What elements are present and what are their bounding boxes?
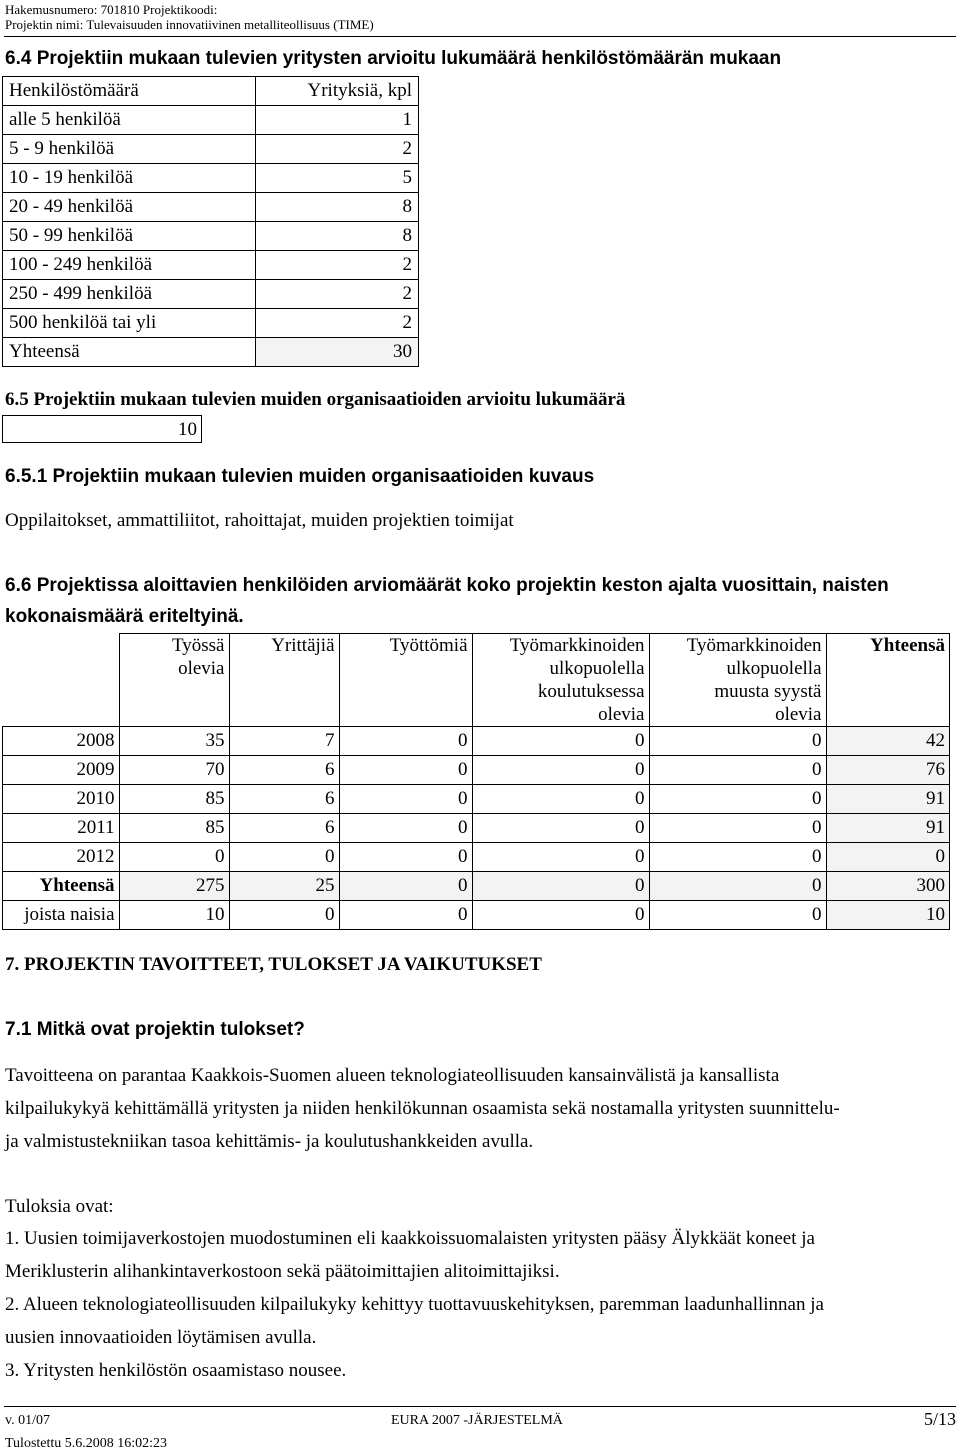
header-line: Työssä <box>171 635 225 656</box>
row-value: 0 <box>339 785 472 814</box>
row-value: 0 <box>339 872 472 901</box>
column-header-companies: Yrityksiä, kpl <box>256 77 419 106</box>
header-line: ulkopuolella <box>726 658 822 679</box>
header-line: koulutuksessa <box>537 681 645 702</box>
paragraph-line: kilpailukykyä kehittämällä yritysten ja niiden henkilökunnan osaamista sekä nostamalla yritysten suunnittelu- <box>5 1098 840 1119</box>
row-value: 91 <box>826 785 950 814</box>
column-header-entrepreneurs <box>229 634 339 727</box>
header-line: Yhteensä <box>870 635 945 656</box>
results-label: Tuloksia ovat: <box>5 1196 114 1217</box>
column-header-total <box>826 634 950 727</box>
table-row <box>3 164 419 193</box>
table-row <box>3 727 950 756</box>
table-row <box>3 135 419 164</box>
row-label: 250 - 499 henkilöä <box>3 280 256 309</box>
row-value: 0 <box>119 843 229 872</box>
column-header-unemployed <box>339 634 472 727</box>
table-row <box>3 251 419 280</box>
row-label: 2008 <box>3 727 120 756</box>
row-value: 25 <box>229 872 339 901</box>
table-row <box>3 193 419 222</box>
section-7-1-paragraph <box>5 1059 955 1158</box>
row-value: 1 <box>256 106 419 135</box>
other-org-description: Oppilaitokset, ammattiliitot, rahoittajat, muiden projektien toimijat <box>5 510 514 531</box>
total-row <box>3 338 419 367</box>
row-value: 0 <box>472 901 649 930</box>
row-value: 0 <box>229 843 339 872</box>
row-value: 5 <box>256 164 419 193</box>
row-label: 20 - 49 henkilöä <box>3 193 256 222</box>
row-label: 2010 <box>3 785 120 814</box>
list-item: 3. Yritysten henkilöstön osaamistaso nousee. <box>5 1360 347 1381</box>
row-value: 0 <box>826 843 950 872</box>
table-row <box>3 106 419 135</box>
row-value: 2 <box>256 309 419 338</box>
footer-system: EURA 2007 -JÄRJESTELMÄ <box>391 1413 563 1428</box>
header-line: ulkopuolella <box>549 658 645 679</box>
row-label: alle 5 henkilöä <box>3 106 256 135</box>
row-value: 0 <box>472 727 649 756</box>
header-line: olevia <box>598 704 645 725</box>
list-item: Meriklusterin alihankintaverkostoon sekä päätoimittajien alitoimittajiksi. <box>5 1261 560 1282</box>
row-label: 2012 <box>3 843 120 872</box>
row-value: 0 <box>339 901 472 930</box>
header-divider <box>4 36 956 37</box>
section-6-5-1-title: 6.5.1 Projektiin mukaan tulevien muiden organisaatioiden kuvaus <box>5 466 595 487</box>
table-row <box>3 843 950 872</box>
row-value: 0 <box>649 756 826 785</box>
row-value: 0 <box>472 785 649 814</box>
column-header-outside-other <box>649 634 826 727</box>
paragraph-line: ja valmistustekniikan tasoa kehittämis- ja koulutushankkeiden avulla. <box>5 1131 534 1152</box>
table-header-row <box>3 77 419 106</box>
row-value: 35 <box>119 727 229 756</box>
row-value: 10 <box>826 901 950 930</box>
table-row <box>3 901 950 930</box>
header-line: olevia <box>178 658 225 679</box>
table-row <box>3 222 419 251</box>
row-value: 2 <box>256 280 419 309</box>
row-value: 0 <box>649 843 826 872</box>
header-line: muusta syystä <box>714 681 822 702</box>
table-row <box>3 280 419 309</box>
row-value: 0 <box>472 843 649 872</box>
list-item: uusien innovaatioiden löytämisen avulla. <box>5 1327 317 1348</box>
results-list <box>5 1222 955 1387</box>
table-header-row <box>3 634 950 727</box>
total-label: Yhteensä <box>3 338 256 367</box>
section-6-6-title-line2: kokonaismäärä eriteltyinä. <box>5 606 244 627</box>
header-line: olevia <box>775 704 822 725</box>
row-value: 2 <box>256 251 419 280</box>
row-value: 6 <box>229 785 339 814</box>
row-label: Yhteensä <box>3 872 120 901</box>
section-6-5-title: 6.5 Projektiin mukaan tulevien muiden organisaatioiden arvioitu lukumäärä <box>5 389 626 410</box>
row-value: 2 <box>256 135 419 164</box>
row-value: 76 <box>826 756 950 785</box>
list-item: 2. Alueen teknologiateollisuuden kilpailukyky kehittyy tuottavuuskehityksen, paremman laadunhallinnan ja <box>5 1294 824 1315</box>
header-line: Työmarkkinoiden <box>686 635 822 656</box>
row-label: 2011 <box>3 814 120 843</box>
row-value: 0 <box>339 814 472 843</box>
row-label: 100 - 249 henkilöä <box>3 251 256 280</box>
row-label: 50 - 99 henkilöä <box>3 222 256 251</box>
table-row <box>3 785 950 814</box>
row-value: 6 <box>229 756 339 785</box>
header-application-number: Hakemusnumero: 701810 Projektikoodi: <box>5 2 218 17</box>
column-header-outside-training <box>472 634 649 727</box>
row-label: 500 henkilöä tai yli <box>3 309 256 338</box>
row-value: 10 <box>119 901 229 930</box>
footer-printed: Tulostettu 5.6.2008 16:02:23 <box>5 1436 168 1451</box>
table-row <box>3 756 950 785</box>
row-value: 6 <box>229 814 339 843</box>
participants-table-body <box>3 727 950 930</box>
row-value: 0 <box>649 814 826 843</box>
row-value: 0 <box>472 756 649 785</box>
row-value: 0 <box>339 843 472 872</box>
row-value: 7 <box>229 727 339 756</box>
row-value: 0 <box>472 814 649 843</box>
footer-page-number: 5/13 <box>923 1409 956 1429</box>
section-6-6-title-line1: 6.6 Projektissa aloittavien henkilöiden arviomäärät koko projektin keston ajalta vuosittain, naisten <box>5 575 889 596</box>
row-value: 42 <box>826 727 950 756</box>
section-7-title: 7. PROJEKTIN TAVOITTEET, TULOKSET JA VAIKUTUKSET <box>5 954 542 975</box>
footer-version: v. 01/07 <box>5 1413 50 1428</box>
row-value: 0 <box>649 727 826 756</box>
row-value: 0 <box>649 901 826 930</box>
other-org-count-box: 10 <box>2 415 202 443</box>
company-size-table <box>2 76 419 367</box>
table-row <box>3 309 419 338</box>
row-value: 85 <box>119 785 229 814</box>
row-label: joista naisia <box>3 901 120 930</box>
table-row <box>3 814 950 843</box>
row-value: 0 <box>472 872 649 901</box>
row-value: 0 <box>649 872 826 901</box>
row-label: 2009 <box>3 756 120 785</box>
row-value: 0 <box>649 785 826 814</box>
row-value: 0 <box>229 901 339 930</box>
row-value: 91 <box>826 814 950 843</box>
header-line: Yrittäjiä <box>271 635 335 656</box>
row-label: 5 - 9 henkilöä <box>3 135 256 164</box>
column-header-employed <box>119 634 229 727</box>
row-value: 0 <box>339 727 472 756</box>
empty-corner <box>3 634 120 727</box>
list-item: 1. Uusien toimijaverkostojen muodostuminen eli kaakkoissuomalaisten yritysten pääsy Älykkäät koneet ja <box>5 1228 815 1249</box>
row-value: 8 <box>256 222 419 251</box>
row-value: 70 <box>119 756 229 785</box>
total-value: 30 <box>256 338 419 367</box>
footer-divider <box>4 1406 956 1407</box>
row-value: 275 <box>119 872 229 901</box>
row-value: 0 <box>339 756 472 785</box>
row-value: 8 <box>256 193 419 222</box>
row-value: 85 <box>119 814 229 843</box>
header-line: Työttömiä <box>389 635 468 656</box>
section-7-1-title: 7.1 Mitkä ovat projektin tulokset? <box>5 1019 305 1040</box>
table-row <box>3 872 950 901</box>
header-line: Työmarkkinoiden <box>509 635 645 656</box>
header-project-name: Projektin nimi: Tulevaisuuden innovatiivinen metalliteollisuus (TIME) <box>5 17 374 32</box>
paragraph-line: Tavoitteena on parantaa Kaakkois-Suomen alueen teknologiateollisuuden kansainvälistä ja kansallista <box>5 1065 780 1086</box>
row-value: 300 <box>826 872 950 901</box>
participants-table <box>2 633 950 930</box>
row-label: 10 - 19 henkilöä <box>3 164 256 193</box>
section-6-4-title: 6.4 Projektiin mukaan tulevien yritysten arvioitu lukumäärä henkilöstömäärän mukaan <box>5 48 782 69</box>
column-header-staff: Henkilöstömäärä <box>3 77 256 106</box>
